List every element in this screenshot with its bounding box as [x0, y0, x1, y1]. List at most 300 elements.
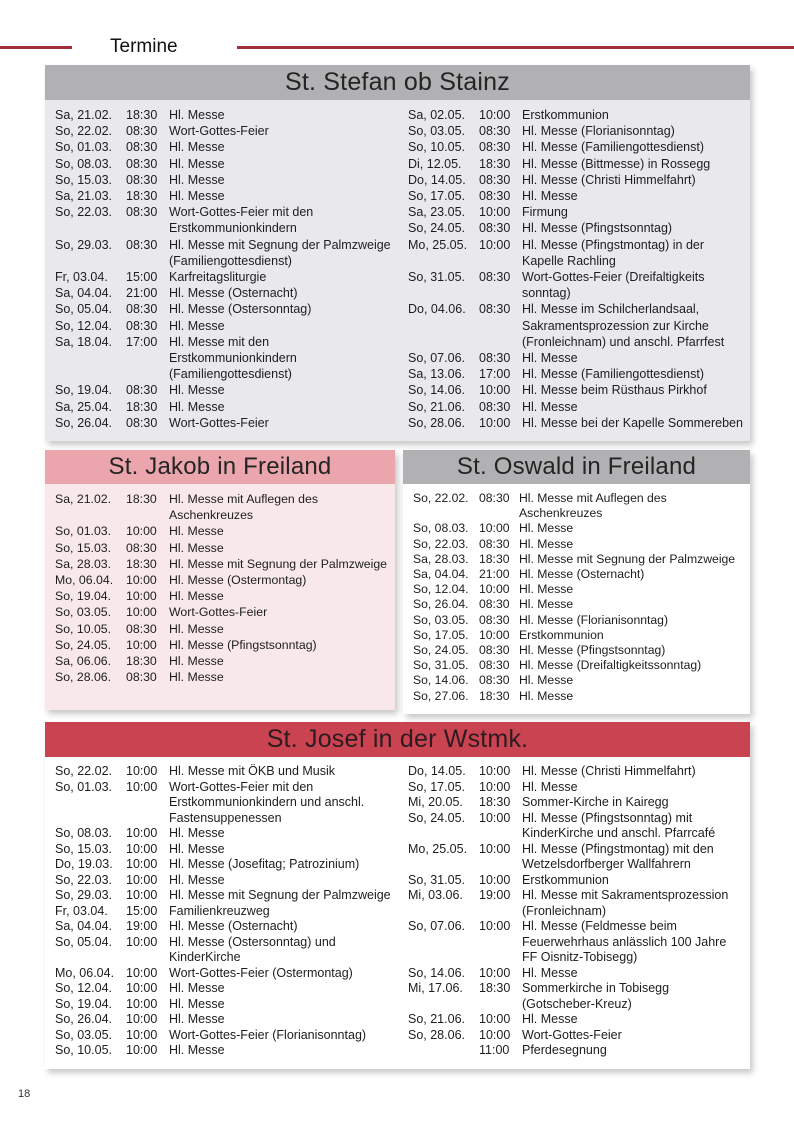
- entry-time: 10:00: [126, 1012, 158, 1026]
- schedule-row: [55, 1012, 391, 1028]
- entry-date: So, 24.05.: [408, 221, 465, 236]
- schedule-row: [408, 123, 744, 139]
- section-title-bar: [403, 450, 750, 484]
- entry-time: 10:00: [126, 573, 157, 588]
- entry-event: Hl. Messe: [169, 318, 225, 333]
- entry-date: So, 03.05.: [408, 124, 465, 139]
- schedule-row: [55, 669, 389, 685]
- entry-time: 08:30: [479, 351, 511, 366]
- entry-time: 10:00: [126, 524, 157, 539]
- entry-event: Hl. Messe: [519, 688, 574, 703]
- entry-time: 08:30: [479, 612, 510, 627]
- schedule-row: [408, 966, 744, 982]
- schedule-row: [413, 628, 744, 643]
- schedule-row: [55, 780, 391, 827]
- entry-event: Hl. Messe: [169, 1012, 225, 1026]
- entry-time: 08:30: [126, 140, 158, 155]
- schedule-row: [413, 537, 744, 552]
- entry-time: 08:30: [479, 658, 510, 673]
- entry-date: So, 27.06.: [413, 688, 469, 703]
- entry-event: Hl. Messe: [169, 826, 225, 840]
- schedule-row: [408, 842, 744, 873]
- schedule-row: [55, 888, 391, 904]
- schedule-row: [413, 491, 744, 521]
- entry-time: 10:00: [479, 965, 511, 980]
- entry-time: 08:30: [126, 383, 158, 398]
- entry-event: Hl. Messe (Josefitag; Patrozinium): [169, 857, 360, 871]
- section-title: St. Oswald in Freiland: [456, 453, 697, 480]
- schedule-row: [55, 334, 391, 383]
- schedule-row: [55, 523, 389, 539]
- section-body: [403, 484, 750, 714]
- entry-time: 08:30: [126, 540, 157, 555]
- schedule-row: [413, 582, 744, 597]
- entry-time: 08:30: [126, 415, 158, 430]
- entry-event: Hl. Messe (Osternacht): [519, 567, 645, 582]
- schedule-row: [55, 1043, 391, 1059]
- entry-event: Hl. Messe (Florianisonntag): [519, 612, 669, 627]
- entry-date: So, 08.03.: [55, 826, 112, 840]
- entry-date: Fr, 03.04.: [55, 270, 108, 285]
- entry-event: Hl. Messe bei der Kapelle Sommereben: [522, 415, 743, 430]
- entry-time: 10:00: [126, 934, 158, 949]
- schedule-row: [413, 673, 744, 688]
- entry-event: Wort-Gottes-Feier (Ostermontag): [169, 965, 353, 980]
- schedule-row: [55, 301, 391, 317]
- entry-event: Hl. Messe (Florianisonntag): [522, 124, 675, 139]
- entry-date: Mo, 06.04.: [55, 573, 114, 588]
- entry-time: 18:30: [479, 688, 510, 703]
- entry-time: 10:00: [479, 582, 510, 597]
- entry-time: 10:00: [126, 872, 158, 887]
- schedule-row: [408, 382, 744, 398]
- entry-date: So, 21.06.: [408, 1012, 465, 1026]
- entry-date: So, 22.02.: [55, 124, 112, 139]
- entry-date: Sa, 02.05.: [408, 108, 465, 122]
- entry-event: Pferdesegnung: [522, 1043, 607, 1057]
- entry-event: Hl. Messe (Osternacht): [169, 919, 298, 933]
- entry-event: Hl. Messe: [169, 621, 224, 636]
- section-title-bar: [45, 722, 750, 757]
- entry-time: 08:30: [479, 673, 510, 688]
- schedule-row: [408, 188, 744, 204]
- schedule-row: [413, 658, 744, 673]
- entry-event: Hl. Messe: [522, 1012, 578, 1026]
- entry-event: Hl. Messe mit Auflegen des Aschenkreuzes: [169, 492, 318, 523]
- section-st-stefan: [45, 65, 750, 441]
- entry-time: 10:00: [479, 764, 511, 778]
- entry-date: Do, 14.05.: [408, 764, 466, 778]
- entry-date: So, 08.03.: [55, 156, 112, 171]
- entry-date: So, 26.04.: [413, 597, 469, 612]
- entry-event: Hl. Messe: [169, 996, 225, 1011]
- schedule-row: [408, 237, 744, 269]
- entry-date: So, 12.04.: [55, 318, 112, 333]
- entry-event: Hl. Messe: [169, 540, 224, 555]
- entry-date: Fr, 03.04.: [55, 903, 108, 918]
- entry-time: 08:30: [479, 221, 511, 236]
- entry-event: Hl. Messe (Familiengottesdienst): [522, 140, 705, 155]
- entry-time: 19:00: [126, 919, 158, 933]
- entry-event: Hl. Messe (Ostersonntag) und KinderKirche: [169, 934, 336, 964]
- entry-time: 15:00: [126, 903, 158, 918]
- entry-time: 10:00: [479, 779, 511, 794]
- entry-event: Hl. Messe: [522, 189, 578, 204]
- entry-time: 10:00: [479, 1012, 511, 1026]
- entry-event: Karfreitagsliturgie: [169, 270, 267, 285]
- entry-date: Mo, 25.05.: [408, 841, 468, 856]
- entry-event: Hl. Messe: [169, 524, 224, 539]
- entry-time: 08:30: [479, 302, 511, 317]
- entry-time: 10:00: [126, 965, 158, 980]
- entry-date: So, 22.02.: [55, 764, 112, 778]
- schedule-row: [55, 156, 391, 172]
- entry-event: Wort-Gottes-Feier: [169, 415, 269, 430]
- entry-date: Mi, 17.06.: [408, 981, 463, 995]
- schedule-row: [55, 107, 391, 123]
- section-title: St. Josef in der Wstmk.: [266, 725, 529, 753]
- entry-event: Hl. Messe: [519, 582, 574, 597]
- entry-date: So, 14.06.: [408, 383, 465, 398]
- entry-date: So, 03.05.: [55, 605, 112, 620]
- section-body: [45, 484, 395, 710]
- schedule-row: [408, 350, 744, 366]
- entry-event: Erstkommunion: [522, 108, 609, 122]
- entry-time: 10:00: [479, 383, 511, 398]
- entry-event: Hl. Messe: [169, 872, 225, 887]
- entry-date: So, 01.03.: [55, 779, 112, 794]
- entry-event: Hl. Messe (Pfingstmontag) mit den Wetzelsdorfberger Wallfahrern: [522, 841, 714, 871]
- schedule-row: [408, 220, 744, 236]
- schedule-row: [55, 382, 391, 398]
- entry-time: 10:00: [479, 919, 511, 933]
- schedule-row: [408, 888, 744, 919]
- schedule-row: [408, 1012, 744, 1028]
- entry-date: So, 14.06.: [413, 673, 469, 688]
- entry-date: Sa, 28.03.: [413, 551, 469, 566]
- entry-date: So, 03.05.: [413, 612, 469, 627]
- entry-date: Sa, 21.02.: [55, 108, 112, 122]
- entry-date: So, 14.06.: [408, 965, 465, 980]
- entry-date: Do, 14.05.: [408, 172, 466, 187]
- schedule-row: [408, 156, 744, 172]
- entry-time: 10:00: [126, 996, 158, 1011]
- schedule-row: [413, 567, 744, 582]
- entry-date: Do, 04.06.: [408, 302, 466, 317]
- entry-time: 17:00: [126, 334, 158, 349]
- entry-event: Hl. Messe: [169, 399, 225, 414]
- schedule-row: [55, 966, 391, 982]
- entry-date: Di, 12.05.: [408, 156, 462, 171]
- entry-event: Hl. Messe: [522, 351, 578, 366]
- entry-date: So, 15.03.: [55, 172, 112, 187]
- entry-event: Wort-Gottes-Feier: [169, 605, 268, 620]
- schedule-row: [55, 981, 391, 997]
- entry-date: Mi, 20.05.: [408, 795, 463, 809]
- schedule-row: [55, 764, 391, 780]
- schedule-row: [55, 123, 391, 139]
- schedule-row: [55, 572, 389, 588]
- entry-event: Hl. Messe: [519, 597, 574, 612]
- schedule-row: [413, 613, 744, 628]
- entry-time: 11:00: [479, 1043, 510, 1057]
- entry-time: 18:30: [126, 189, 158, 204]
- schedule-row: [408, 366, 744, 382]
- entry-event: Hl. Messe: [169, 140, 225, 155]
- section-body: [45, 100, 750, 441]
- entry-time: 08:30: [126, 237, 158, 252]
- entry-time: 10:00: [126, 605, 157, 620]
- entry-event: Hl. Messe: [169, 189, 225, 204]
- section-body: [45, 757, 750, 1069]
- entry-time: 08:30: [479, 189, 511, 204]
- entry-time: 10:00: [479, 415, 511, 430]
- entry-event: Hl. Messe: [169, 383, 225, 398]
- entry-date: So, 01.03.: [55, 140, 112, 155]
- header-rule-right: [237, 46, 794, 49]
- entry-time: 10:00: [479, 1027, 511, 1042]
- entry-date: Sa, 25.04.: [55, 399, 112, 414]
- entry-event: Hl. Messe (Christi Himmelfahrt): [522, 172, 696, 187]
- entry-time: 18:30: [479, 156, 511, 171]
- schedule-column-left: [55, 764, 391, 1059]
- schedule-row: [408, 399, 744, 415]
- entry-date: Mi, 03.06.: [408, 888, 463, 902]
- entry-event: Wort-Gottes-Feier (Florianisonntag): [169, 1027, 367, 1042]
- entry-date: So, 07.06.: [408, 351, 465, 366]
- schedule-row: [408, 1043, 744, 1059]
- entry-time: 10:00: [479, 205, 511, 220]
- schedule-row: [408, 764, 744, 780]
- entry-time: 08:30: [479, 643, 510, 658]
- entry-date: Sa, 21.03.: [55, 189, 112, 204]
- entry-date: So, 07.06.: [408, 919, 465, 933]
- schedule-row: [55, 399, 391, 415]
- entry-date: So, 28.06.: [408, 415, 465, 430]
- entry-date: So, 19.04.: [55, 996, 112, 1011]
- schedule-row: [55, 204, 391, 236]
- entry-date: So, 29.03.: [55, 237, 112, 252]
- entry-time: 08:30: [126, 318, 158, 333]
- entry-event: Hl. Messe: [522, 779, 578, 794]
- entry-event: Erstkommunion: [522, 872, 609, 887]
- schedule-column-right: [408, 764, 744, 1059]
- schedule-row: [408, 780, 744, 796]
- entry-event: Wort-Gottes-Feier (Dreifaltigkeits sonntag): [522, 270, 705, 301]
- entry-time: 10:00: [126, 764, 158, 778]
- entry-date: So, 31.05.: [408, 872, 465, 887]
- entry-date: So, 10.05.: [55, 1043, 112, 1057]
- schedule-row: [55, 604, 389, 620]
- entry-event: Hl. Messe (Pfingstsonntag) mit KinderKirche und anschl. Pfarrcafé: [522, 810, 716, 840]
- entry-date: So, 24.05.: [408, 810, 465, 825]
- entry-event: Wort-Gottes-Feier mit den Erstkommunionkindern und anschl. Fastensuppenessen: [169, 779, 365, 825]
- entry-event: Hl. Messe: [169, 654, 224, 669]
- entry-date: So, 05.04.: [55, 302, 112, 317]
- entry-event: Hl. Messe mit Segnung der Palmzweige: [519, 551, 736, 566]
- entry-event: Hl. Messe: [169, 670, 224, 685]
- entry-date: So, 26.04.: [55, 415, 112, 430]
- entry-date: So, 12.04.: [55, 981, 112, 995]
- entry-event: Wort-Gottes-Feier: [169, 124, 269, 139]
- entry-date: So, 15.03.: [55, 841, 112, 856]
- entry-time: 08:30: [479, 399, 511, 414]
- entry-date: [408, 1043, 472, 1059]
- entry-date: So, 10.05.: [408, 140, 465, 155]
- entry-time: 08:30: [479, 270, 511, 285]
- entry-time: 10:00: [126, 841, 158, 856]
- entry-event: Wort-Gottes-Feier mit den Erstkommunionkindern: [169, 205, 314, 236]
- entry-time: 15:00: [126, 270, 158, 285]
- entry-time: 10:00: [126, 1027, 158, 1042]
- entry-time: 18:30: [126, 492, 157, 506]
- entry-time: 08:30: [479, 172, 511, 187]
- entry-event: Hl. Messe: [169, 981, 225, 995]
- schedule-row: [408, 415, 744, 431]
- entry-time: 18:30: [479, 795, 511, 809]
- entry-event: Hl. Messe: [522, 965, 578, 980]
- entry-date: Sa, 13.06.: [408, 367, 465, 382]
- schedule-row: [55, 556, 389, 572]
- entry-time: 21:00: [479, 567, 510, 582]
- schedule-row: [413, 521, 744, 536]
- schedule-row: [413, 597, 744, 612]
- entry-date: Sa, 28.03.: [55, 556, 112, 571]
- entry-time: 08:30: [479, 491, 510, 505]
- entry-date: Sa, 21.02.: [55, 492, 112, 506]
- entry-event: Hl. Messe: [522, 399, 578, 414]
- schedule-row: [55, 935, 391, 966]
- entry-event: Hl. Messe (Feldmesse beim Feuerwehrhaus anlässlich 100 Jahre FF Oisnitz-Tobisegg): [522, 919, 727, 964]
- entry-event: Hl. Messe mit Segnung der Palmzweige: [169, 556, 388, 571]
- entry-time: 18:30: [479, 551, 510, 566]
- entry-event: Hl. Messe (Pfingstsonntag): [522, 221, 673, 236]
- entry-time: 08:30: [479, 140, 511, 155]
- entry-time: 10:00: [126, 1043, 158, 1057]
- schedule-column: [413, 491, 744, 704]
- entry-event: Hl. Messe (Pfingstmontag) in der Kapelle Rachling: [522, 237, 705, 268]
- entry-event: Hl. Messe mit Sakramentsprozession (Fronleichnam): [522, 888, 729, 918]
- section-st-josef: [45, 722, 750, 1069]
- entry-event: Hl. Messe: [519, 673, 574, 688]
- entry-date: Sa, 04.04.: [413, 567, 469, 582]
- entry-date: So, 22.03.: [55, 872, 112, 887]
- entry-event: Hl. Messe (Christi Himmelfahrt): [522, 764, 696, 778]
- entry-date: So, 19.04.: [55, 383, 112, 398]
- schedule-row: [55, 415, 391, 431]
- entry-time: 08:30: [479, 597, 510, 612]
- entry-event: Hl. Messe (Dreifaltigkeitssonntag): [519, 658, 702, 673]
- schedule-row: [55, 237, 391, 269]
- entry-event: Hl. Messe (Pfingstsonntag): [169, 637, 317, 652]
- entry-event: Erstkommunion: [519, 627, 604, 642]
- schedule-row: [55, 919, 391, 935]
- schedule-row: [408, 795, 744, 811]
- entry-event: Hl. Messe (Ostermontag): [169, 573, 307, 588]
- entry-date: Do, 19.03.: [55, 857, 113, 871]
- section-title-bar: [45, 450, 395, 484]
- schedule-row: [413, 552, 744, 567]
- entry-date: So, 08.03.: [413, 521, 469, 536]
- entry-time: 10:00: [479, 627, 510, 642]
- page-number: 18: [18, 1088, 31, 1100]
- entry-time: 21:00: [126, 286, 158, 301]
- entry-date: So, 03.05.: [55, 1027, 112, 1042]
- entry-time: 08:30: [126, 172, 158, 187]
- entry-event: Hl. Messe mit Auflegen des Aschenkreuzes: [519, 491, 667, 521]
- entry-date: So, 24.05.: [55, 637, 112, 652]
- page-header-label: Termine: [110, 36, 178, 57]
- entry-time: 08:30: [126, 621, 157, 636]
- schedule-row: [55, 621, 389, 637]
- entry-date: So, 17.05.: [413, 627, 469, 642]
- entry-time: 10:00: [479, 108, 511, 122]
- entry-date: So, 22.03.: [55, 205, 112, 220]
- entry-event: Hl. Messe (Osternacht): [169, 286, 298, 301]
- entry-time: 10:00: [126, 637, 157, 652]
- entry-time: 10:00: [126, 857, 158, 871]
- entry-date: So, 22.02.: [413, 491, 469, 505]
- schedule-row: [55, 269, 391, 285]
- entry-date: So, 12.04.: [413, 582, 469, 597]
- page-header: [0, 36, 794, 60]
- schedule-row: [55, 588, 389, 604]
- entry-time: 10:00: [126, 779, 158, 794]
- entry-date: Sa, 06.06.: [55, 654, 112, 669]
- entry-date: Sa, 04.04.: [55, 286, 112, 301]
- entry-date: Mo, 06.04.: [55, 965, 115, 980]
- entry-date: Mo, 25.05.: [408, 237, 468, 252]
- entry-event: Hl. Messe: [519, 536, 574, 551]
- entry-event: Hl. Messe: [169, 108, 225, 122]
- schedule-row: [55, 172, 391, 188]
- entry-time: 08:30: [479, 536, 510, 551]
- schedule-column-left: [55, 107, 391, 431]
- schedule-column: [55, 491, 389, 685]
- entry-date: So, 19.04.: [55, 589, 112, 604]
- entry-time: 19:00: [479, 888, 511, 902]
- entry-time: 18:30: [126, 399, 158, 414]
- entry-event: Firmung: [522, 205, 568, 220]
- entry-time: 08:30: [479, 124, 511, 139]
- entry-date: Sa, 18.04.: [55, 334, 112, 349]
- entry-time: 08:30: [126, 670, 157, 685]
- entry-time: 10:00: [126, 888, 158, 902]
- section-st-oswald: [403, 450, 750, 714]
- entry-date: So, 17.05.: [408, 779, 465, 794]
- entry-time: 18:30: [126, 654, 157, 669]
- entry-time: 10:00: [126, 981, 158, 995]
- schedule-row: [55, 318, 391, 334]
- entry-event: Hl. Messe (Pfingstsonntag): [519, 643, 666, 658]
- entry-event: Hl. Messe (Bittmesse) in Rossegg: [522, 156, 711, 171]
- entry-time: 08:30: [126, 205, 158, 220]
- entry-date: So, 26.04.: [55, 1012, 112, 1026]
- entry-date: So, 28.06.: [408, 1027, 465, 1042]
- entry-date: Sa, 04.04.: [55, 919, 112, 933]
- header-rule-left: [0, 46, 72, 49]
- schedule-row: [55, 139, 391, 155]
- entry-event: Hl. Messe: [169, 172, 225, 187]
- schedule-row: [408, 1028, 744, 1044]
- entry-event: Hl. Messe: [169, 841, 225, 856]
- entry-event: Hl. Messe mit ÖKB und Musik: [169, 764, 336, 778]
- entry-date: So, 24.05.: [413, 643, 469, 658]
- schedule-row: [55, 997, 391, 1013]
- section-title: St. Jakob in Freiland: [108, 453, 332, 480]
- schedule-row: [55, 873, 391, 889]
- entry-time: 10:00: [126, 589, 157, 604]
